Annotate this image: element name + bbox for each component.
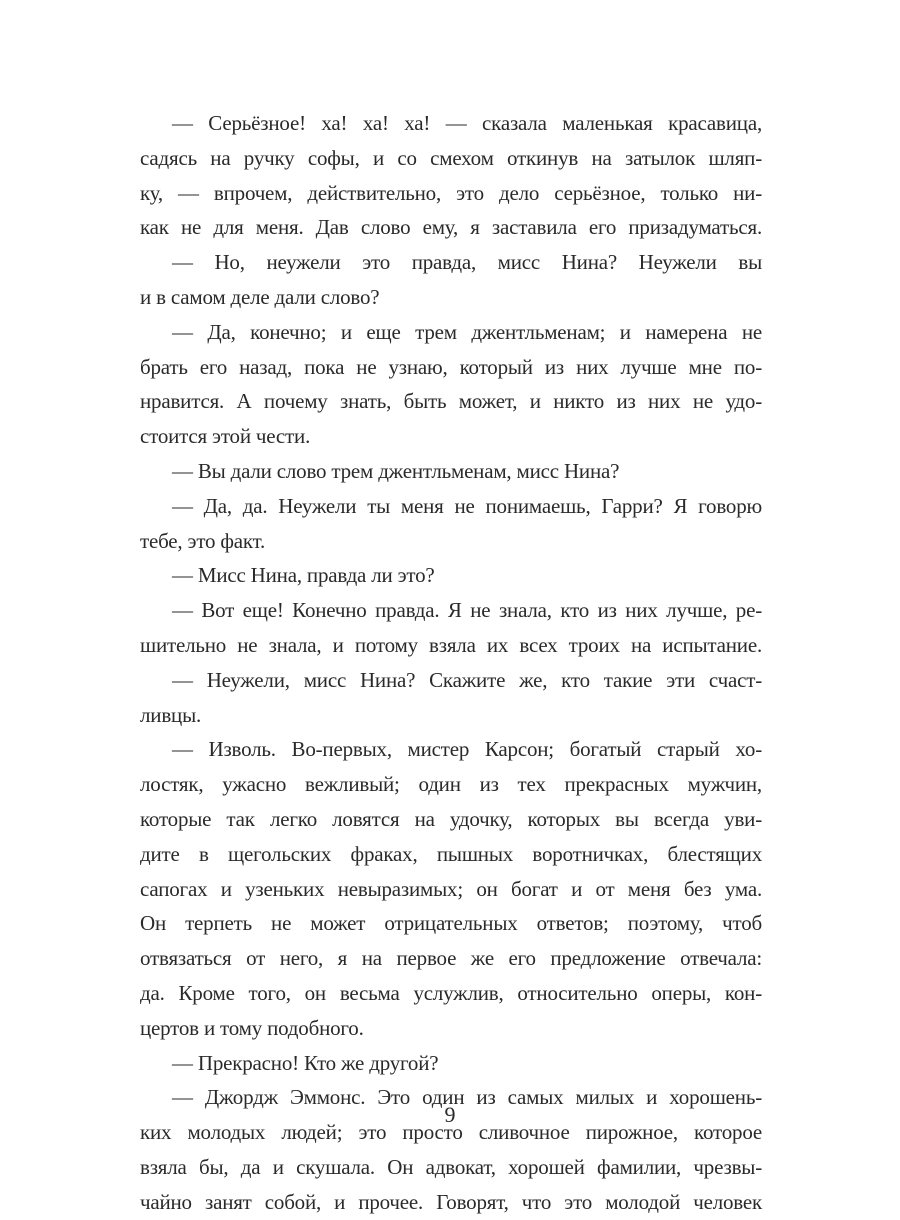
text-line: лостяк, ужасно вежливый; один из тех прекрасных мужчин, <box>140 772 762 797</box>
paragraph <box>140 593 762 663</box>
text-line: стоится этой чести. <box>140 424 311 449</box>
text-line: сапогах и узеньких невыразимых; он богат и от меня без ума. <box>140 876 762 901</box>
text-line: тебе, это факт. <box>140 528 266 553</box>
text-line: ку, — впрочем, действительно, это дело серьёзное, только ни- <box>140 180 762 205</box>
text-line: — Да, да. Неужели ты меня не понимаешь, Гарри? Я говорю <box>172 493 762 518</box>
text-line: которые так легко ловятся на удочку, которых вы всегда уви- <box>140 806 762 831</box>
paragraph <box>140 1046 762 1081</box>
text-line: чайно занят собой, и прочее. Говорят, что это молодой человек <box>140 1189 762 1214</box>
text-line: — Да, конечно; и еще трем джентльменам; и намерена не <box>172 319 762 344</box>
text-line: брать его назад, пока не узнаю, который из них лучше мне по- <box>140 354 762 379</box>
text-line: ливцы. <box>140 702 202 727</box>
paragraph <box>140 732 762 1045</box>
text-line: да. Кроме того, он весьма услужлив, относительно оперы, кон- <box>140 980 762 1005</box>
text-line: — Джордж Эммонс. Это один из самых милых и хорошень- <box>172 1085 762 1110</box>
page-number: 9 <box>444 1102 456 1127</box>
text-line: как не для меня. Дав слово ему, я заставила его призадуматься. <box>140 215 762 240</box>
paragraph <box>140 489 762 559</box>
paragraph <box>140 106 762 245</box>
page-body-text <box>140 106 762 1220</box>
text-line: нравится. А почему знать, быть может, и никто из них не удо- <box>140 389 762 414</box>
text-line: и в самом деле дали слово? <box>140 284 380 309</box>
text-line: — Серьёзное! ха! ха! ха! — сказала маленькая красавица, <box>172 111 762 135</box>
text-line: садясь на ручку софы, и со смехом откинув на затылок шляп- <box>140 145 762 170</box>
paragraph <box>140 245 762 315</box>
text-line: Он терпеть не может отрицательных ответов; поэтому, чтоб <box>140 911 762 936</box>
text-line: — Изволь. Во-первых, мистер Карсон; богатый старый хо- <box>172 737 762 762</box>
text-line: — Неужели, мисс Нина? Скажите же, кто такие эти счаст- <box>172 667 762 692</box>
paragraph <box>140 663 762 733</box>
text-line: — Вот еще! Конечно правда. Я не знала, кто из них лучше, ре- <box>172 598 762 623</box>
text-line: отвязаться от него, я на первое же его предложение отвечала: <box>140 946 762 971</box>
paragraph <box>140 315 762 454</box>
text-line: — Вы дали слово трем джентльменам, мисс Нина? <box>172 458 620 483</box>
text-line: шительно не знала, и потому взяла их всех троих на испытание. <box>140 632 762 657</box>
text-line: дите в щегольских фраках, пышных воротничках, блестящих <box>140 841 762 866</box>
text-line: взяла бы, да и скушала. Он адвокат, хорошей фамилии, чрезвы- <box>140 1154 762 1179</box>
text-line: — Но, неужели это правда, мисс Нина? Неужели вы <box>172 250 762 275</box>
paragraph <box>140 558 762 593</box>
paragraph <box>140 454 762 489</box>
text-line: ких молодых людей; это просто сливочное пирожное, которое <box>140 1120 762 1145</box>
text-line: цертов и тому подобного. <box>140 1015 364 1040</box>
text-line: — Мисс Нина, правда ли это? <box>172 563 435 588</box>
text-line: — Прекрасно! Кто же другой? <box>172 1050 439 1075</box>
